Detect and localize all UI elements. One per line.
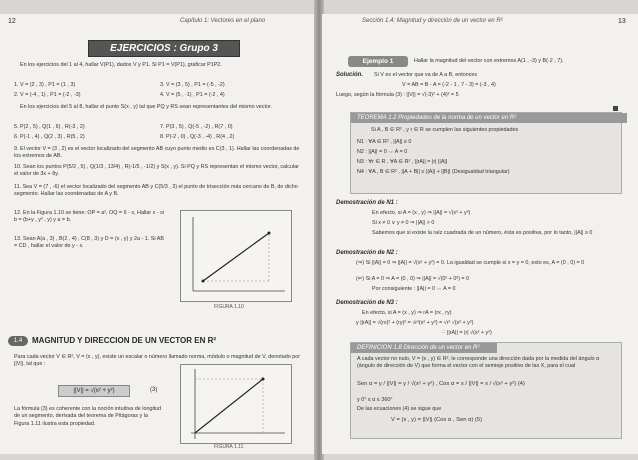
left-page <box>0 14 316 454</box>
exercises-banner: EJERCICIOS : Grupo 3 <box>88 40 240 57</box>
formula-number: (3) <box>150 387 158 393</box>
exercise-item: 8. P(-2 , 0) , Q(-3 , -4) , R(4 , 2) <box>160 134 235 140</box>
proof-n1-label: Demostración de N1 : <box>336 200 398 206</box>
exercise-item: 12. En la Figura 1.10 se tiene: OP = a², OQ = 6 - x, Hallar x - si b = (b+y , y² , y) y a = b. <box>14 210 165 224</box>
proof-line: En efecto, si A = (x , y) ⇒ rA = (rx , ry) <box>362 310 452 316</box>
section-after-text: La fórmula (3) es coherente con la noción intuitiva de longitud de un segmento, derivada del teorema de Pitágoras y la Figura 1.11 ilustra esta propiedad. <box>14 406 162 427</box>
definition-line: y 0° ≤ α ≤ 360° <box>357 397 393 403</box>
right-page-number: 13 <box>618 18 626 25</box>
figure-1-11-caption: FIGURA 1.11 <box>214 444 244 450</box>
definition-box <box>350 342 622 439</box>
theorem-line: N4 : ∀A , B ∈ R² , ||A + B|| ≤ ||A|| + ||B|| (Desigualdad triangular) <box>357 169 510 175</box>
theorem-line: Si A , B ∈ R² , y r ∈ R se cumplen las siguientes propiedades <box>371 127 519 133</box>
definition-line: Sen α = y / ||V|| = y / √(x² + y²) , Cos α = x / ||V|| = x / √(x² + y²) (4) <box>357 381 525 387</box>
exercise-item: 11. Sea V = (7 , -6) el vector localizado del segmento AB y C(5/3 , 3) el punto de trisección más cercano de B, de dicho segmento. Hallar las coordenadas de A y B. <box>14 184 298 198</box>
exercise-item: 1. V = (2 , 3) , P1 = (1 , 3) <box>14 82 76 88</box>
solution-line: Luego, según la fórmula (3) : ||V|| = √(-3)² + (4)² = 5 <box>336 92 459 98</box>
figure-1-11 <box>180 364 292 444</box>
proof-line: Si x ≠ 0 ∨ y ≠ 0 ⇒ ||A|| > 0 <box>372 220 435 226</box>
exercise-item: 4. V = (5 , -1) , P1 = (-2 , 4) <box>160 92 225 98</box>
figure-1-10-caption: FIGURA 1.10 <box>214 304 244 310</box>
solution-label: Solución. <box>336 72 363 78</box>
exercise-item: 10. Sean los puntos P(5/2 , 5) , Q(1/3 , 13/4) , R(-1/5 , -1/2) y S(x , y). Si PQ y RS representan el mismo vector, calcular el valor de 3x + 8y. <box>14 164 299 178</box>
proof-line: y ||rA|| = √(rx)² + (ry)² = √r²(x² + y²) = √r² √(x² + y²) <box>356 320 474 326</box>
proof-n3-label: Demostración de N3 : <box>336 300 398 306</box>
theorem-title: TEOREMA 1.2 Propiedades de la norma de un vector en R² <box>351 113 627 123</box>
definition-line: A cada vector no nulo, V = (x , y) ∈ R², le corresponde una dirección dada por la medida del ángulo α (ángulo de dirección de V) que forma el vector con el semieje positivo de las X, para el cual <box>357 356 600 370</box>
right-page <box>322 14 638 454</box>
theorem-box <box>350 112 622 194</box>
exercise-item: 3. V = (3 , 5) , P1 = (-5 , -2) <box>160 82 225 88</box>
proof-n2-label: Demostración de N2 : <box>336 250 398 256</box>
solution-line: Si V es el vector que va de A a B, entonces <box>374 72 478 78</box>
solution-line: V = AB = B - A = (-2 - 1 , 7 - 3) = (-3 , 4) <box>402 82 496 88</box>
proof-line: (⇒) Si ||A|| = 0 ⇒ ||A|| = √(x² + y²) = 0. La igualdad se cumple si x = y = 0, esto es, A = (0 , 0) = 0 <box>356 260 585 266</box>
exercise-intro: En los ejercicios del 1 al 4, hallar V(P1), dados V y P1. Si P1 = V(P1), graficar P1P2. <box>20 62 222 68</box>
exercise-intro-2: En los ejercicios del 5 al 8, hallar el punto S(x , y) tal que PQ y RS sean representantes del mismo vector. <box>20 104 272 110</box>
norm-formula: ||V|| = √(x² + y²) <box>58 385 130 397</box>
proof-line: Por consiguiente : ||A|| = 0 ⇔ A = 0 <box>372 286 456 292</box>
figure-1-10 <box>180 210 292 302</box>
theorem-line: N3 : ∀r ∈ R , ∀A ∈ R² , ||rA|| = |r| ||A|| <box>357 159 448 165</box>
exercise-item: 9. El vector V = (3 , 2) es el vector localizado del segmento AB cuyo punto medio es C(3 , 1). Hallar las coordenadas de los extremos de AB. <box>14 146 300 160</box>
section-number-badge: 1.4 <box>8 336 28 346</box>
left-page-header: Capítulo 1: Vectores en el plano <box>180 18 266 24</box>
proof-line: (⇐) Si A = 0 ⇒ A = (0 , 0) ⇒ ||A|| = √(0² + 0²) = 0 <box>356 276 470 282</box>
exercise-item: 2. V = (-4 , 1) , P1 = (-2 , -3) <box>14 92 81 98</box>
definition-line: V = (x , y) = ||V|| (Cos α , Sen α) (5) <box>391 417 483 423</box>
section-intro: Para cada vector V ∈ R², V = (x , y), existe un escalar o número llamado norma, módulo o magnitud de V, denotado por ||V||, tal que : <box>14 354 301 368</box>
proof-line: ∴ ||rA|| = |r| √(x² + y²) <box>442 330 492 336</box>
exercise-item: 5. P(2 , 5) , Q(1 , 6) , R(-3 , 2) <box>14 124 85 130</box>
definition-title: DEFINICION 1.8 Dirección de un vector en R² <box>351 343 497 353</box>
theorem-line: N2 : ||A|| = 0 ⇔ A = 0 <box>357 149 408 155</box>
theorem-line: N1 : ∀A ∈ R² , ||A|| ≥ 0 <box>357 139 412 145</box>
exercise-item: 7. P(3 , 5) , Q(-5 , -2) , R(7 , 0) <box>160 124 233 130</box>
example-badge: Ejemplo 1 <box>348 56 408 67</box>
exercise-item: 6. P(-1 , 4) , Q(2 , 3) , R(5 , 2) <box>14 134 85 140</box>
proof-line: En efecto, si A = (x , y) ⇒ ||A|| = √(x² + y²) <box>372 210 471 216</box>
left-page-number: 12 <box>8 18 16 25</box>
right-page-header: Sección 1.4: Magnitud y dirección de un vector en R² <box>362 18 503 24</box>
proof-line: Sabemos que si existe la raíz cuadrada de un número, ésta es positiva, por lo tanto, ||A|| ≥ 0 <box>372 230 593 236</box>
exercise-item: 13. Sean A(a , 3) , B(2 , 4) , C(8 , 3) y D = (x , y) y 2a - 1. Si AB = CD , hallar el valor de y - x. <box>14 236 164 250</box>
end-of-proof-marker <box>613 106 618 111</box>
section-title: MAGNITUD Y DIRECCION DE UN VECTOR EN R² <box>32 336 217 345</box>
example-text: Hallar la magnitud del vector con extremos A(1 , -3) y B(-2 , 7). <box>414 58 564 64</box>
definition-line: De las ecuaciones (4) se sigue que <box>357 406 442 412</box>
